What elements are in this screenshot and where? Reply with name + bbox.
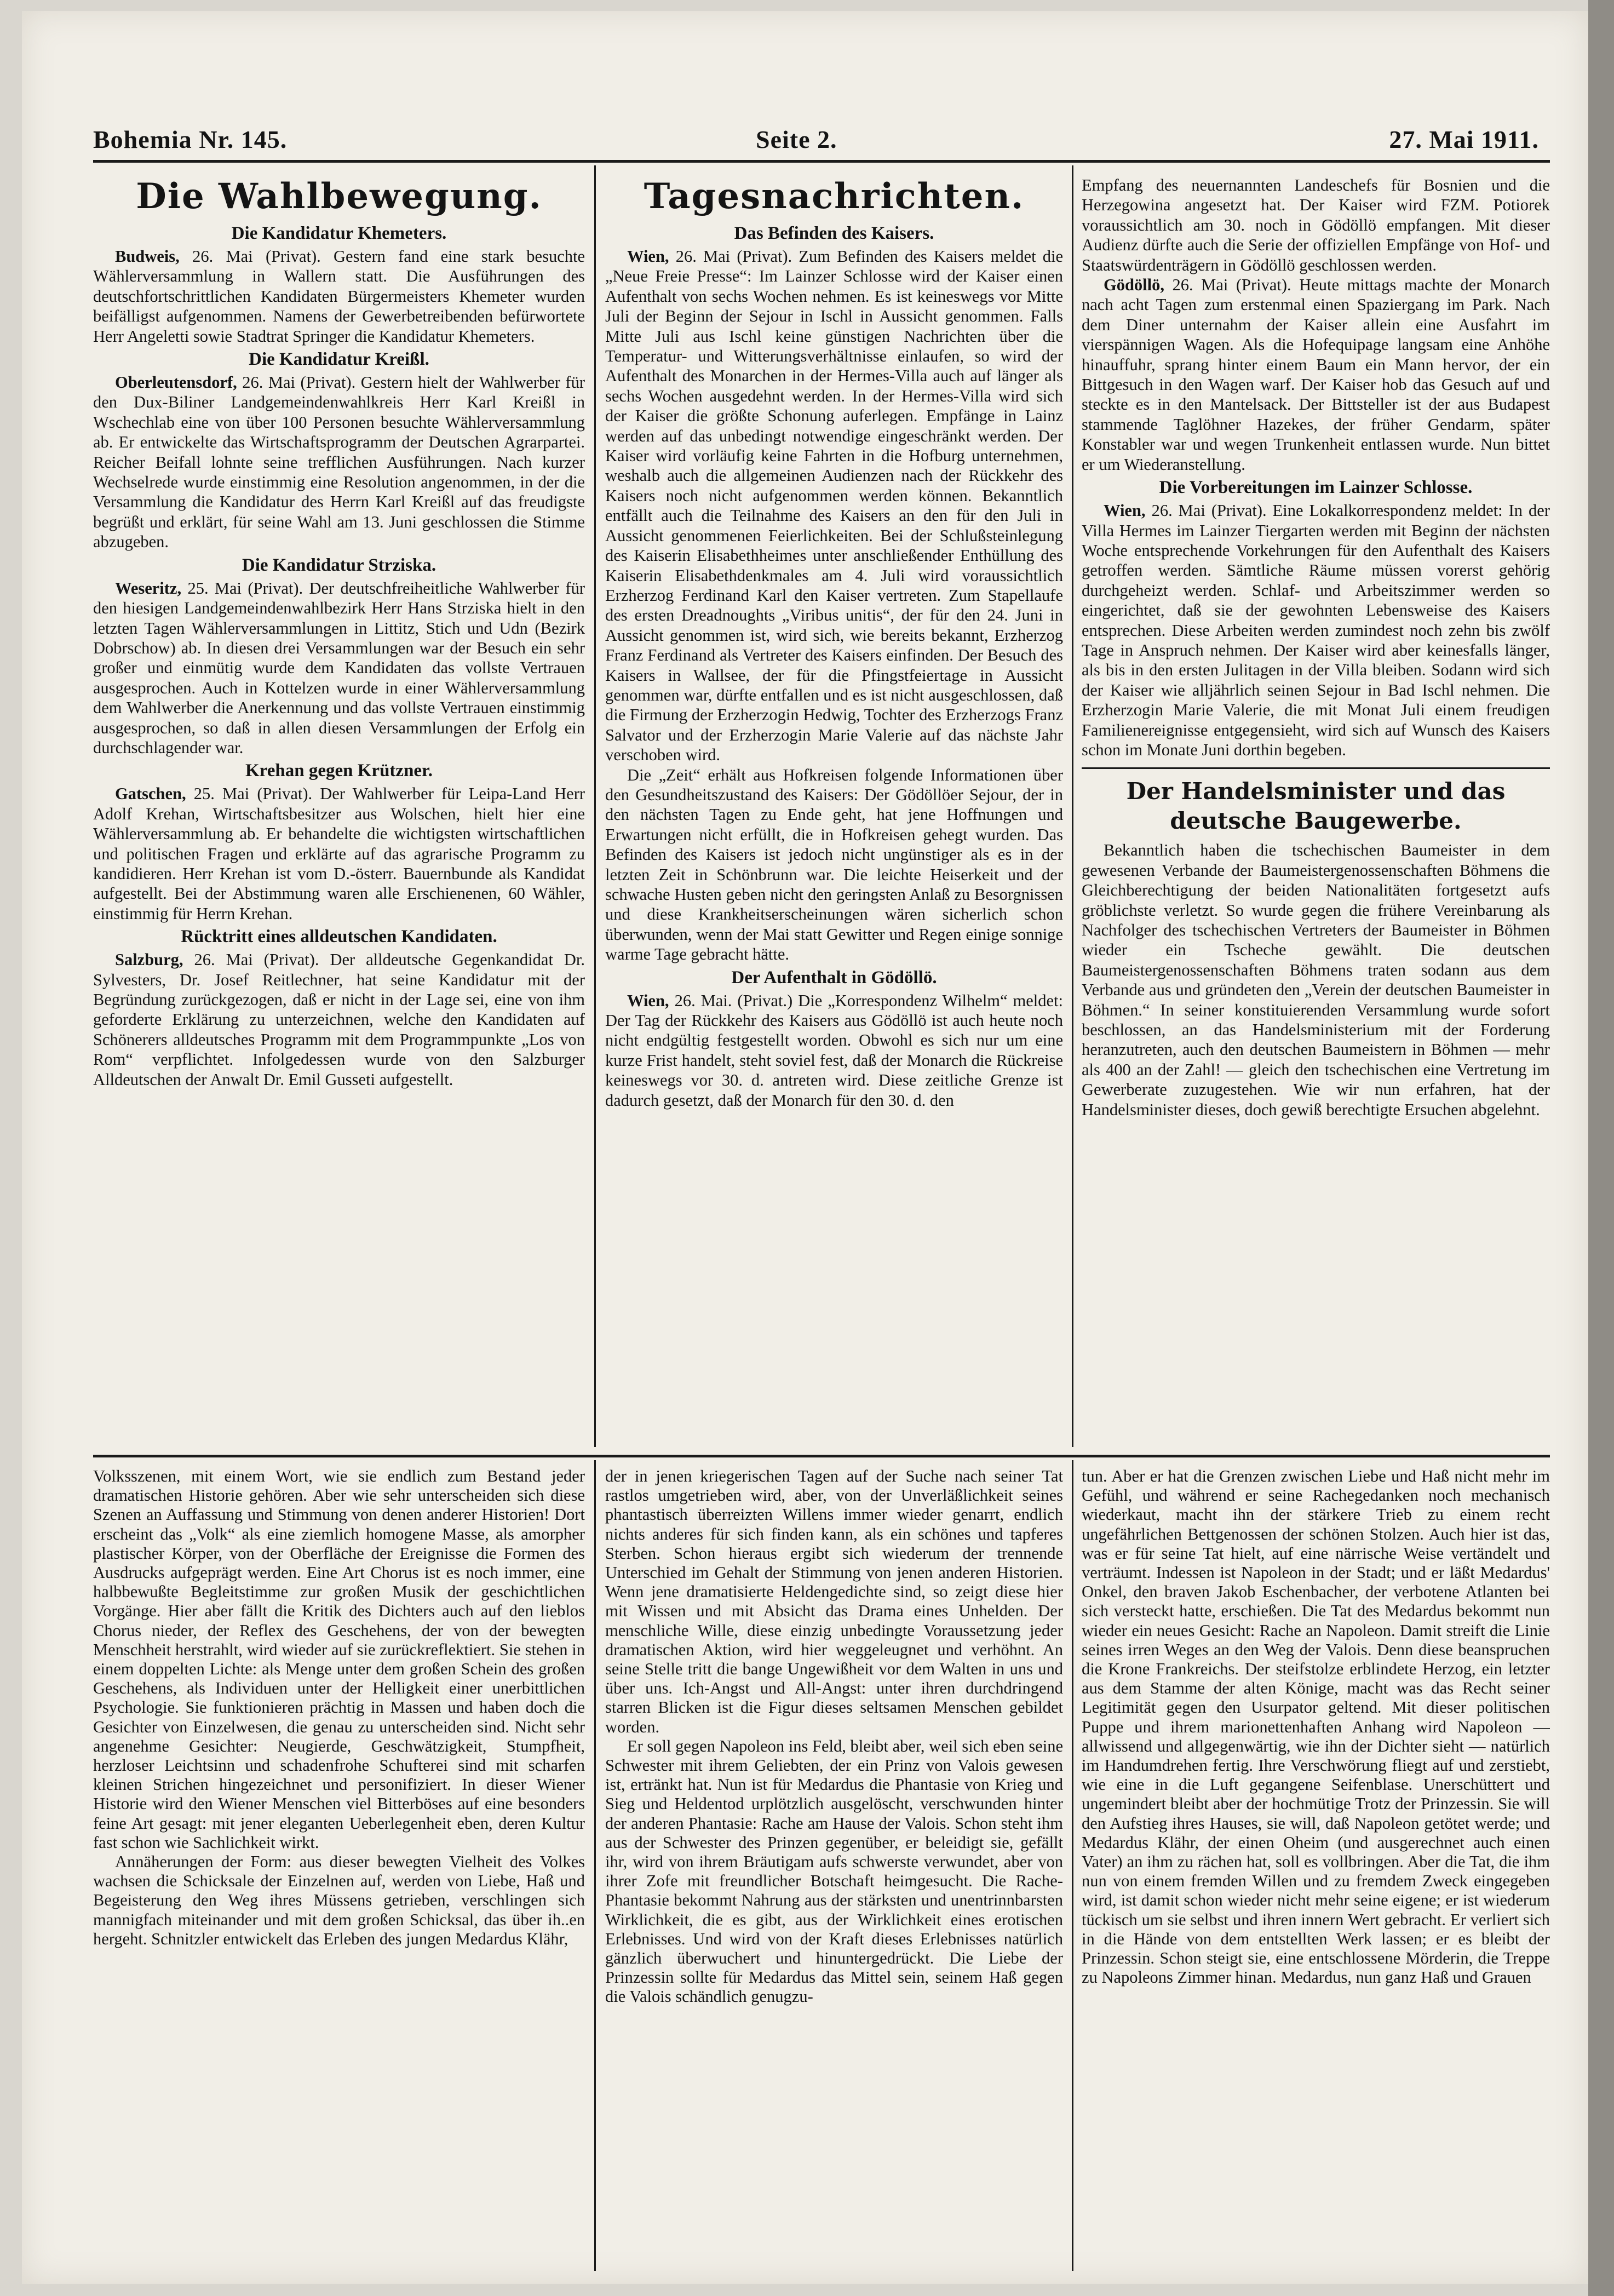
column-tagesnachrichten (605, 175, 1063, 1446)
dateline: Wien, (627, 991, 669, 1010)
article-body: Gödöllö, 26. Mai (Privat). Heute mittags machte der Monarch nach acht Tagen zum erstenmal einen Spaziergang im Park. Nach dem Diner unternahm der Kaiser allein eine Ausfahrt im vierspännigen Wagen. Als die Hofequipage langsam eine Anhöhe hinauffuhr, sprang hinter einem Baum ein Mann hervor, der ein Bittgesuch in den Wagen warf. Der Kaiser hob das Gesuch auf und steckte es in den Mantelsack. Der Bittsteller ist der aus Budapest stammende Taglöhner Hazekes, der früher Gendarm, später Konstabler war und wegen Trunkenheit entlassen wurde. Nun bittet er um Wiederanstellung. (1082, 275, 1550, 474)
column-wahlbewegung (93, 175, 585, 1446)
article-continuation: Empfang des neuernannten Landeschefs für Bosnien und die Herzegowina angesetzt hat. Der Kaiser wird FZM. Potiorek voraussichtlich am 30. noch in Gödöllö empfangen. Mit dieser Audienz dürfte auch die Serie der offiziellen Empfänge von Hof- und Staatswürdenträgern in Gödöllö geschlossen werden. (1082, 176, 1550, 274)
article-body: Salzburg, 26. Mai (Privat). Der alldeutsche Gegenkandidat Dr. Sylvesters, Dr. Josef Reitlechner, hat seine Kandidatur mit der Begründung zurückgezogen, daß er nicht in der Lage sei, eine von ihm geforderte Erklärung zu unterzeichnen, welche den Kandidaten auf Schönerers alldeutsches Programm mit dem Programmpunkte „Los von Rom“ verpflichtet. Infolgedessen wurde von den Salzburger Alldeutschen der Anwalt Dr. Emil Gusseti aufgestellt. (93, 950, 585, 1089)
feuilleton-paragraph: Annäherungen der Form: aus dieser bewegten Vielheit des Volkes wachsen die Schicksale der Einzelnen auf, werden von Liebe, Haß und Begeisterung den Weg ihres Müssens getrieben, verschlingen sich mannigfach miteinander und mit dem großen Schicksal, das über ih..en hergeht. Schnitzler entwickelt das Erleben des jungen Medardus Klähr, (93, 1852, 585, 1948)
article-body: Wien, 26. Mai (Privat). Zum Befinden des Kaisers meldet die „Neue Freie Presse“: Im Lainzer Schlosse wird der Kaiser einen Aufenthalt von sechs Wochen nehmen. Es ist keineswegs vor Mitte Juli der Beginn der Sejour in Ischl in Aussicht genommen. Falls Mitte Juli aus Ischl keine günstigen Nachrichten über die Temperatur- und Witterungsverhältnisse einlaufen, so wird der Aufenthalt des Monarchen in der Hermes-Villa auch auf länger als sechs Wochen ausgedehnt werden. In der Hermes-Villa wird sich der Kaiser die größte Schonung auferlegen. Empfänge in Lainz werden auf das unbedingt notwendige eingeschränkt werden. Der Kaiser wird vorläufig keine Fahrten in die Hofburg unternehmen, weshalb auch die allgemeinen Audienzen nach der Rückkehr des Kaisers noch nicht aufgenommen werden können. Bekanntlich entfällt auch die Teilnahme des Kaisers an den für den Juli in Aussicht genommenen Feierlichkeiten. Bei der Schlußsteinlegung des Kaiserin Elisabethheimes unter anschließender Enthüllung des Kaiserin Elisabethdenkmales am 4. Juli wird voraussichtlich Erzherzog Ferdinand Karl den Kaiser vertreten. Zum Stapellaufe des ersten Dreadnoughts „Viribus unitis“, der für den 24. Juni in Aussicht genommen ist, wird sich, wie bereits bekannt, Erzherzog Franz Ferdinand als Vertreter des Kaisers einfinden. Der Besuch des Kaisers in Wallsee, der für die Pfingstfeiertage in Aussicht genommen war, dürfte entfallen und es ist nicht ausgeschlossen, daß die Firmung der Erzherzogin Hedwig, Tochter des Erzherzogs Franz Salvator und der Erzherzogin Marie Valerie auf das nächste Jahr verschoben wird. (605, 247, 1063, 765)
article-heading: Die Kandidatur Khemeters. (231, 223, 447, 243)
article-body: Oberleutensdorf, 26. Mai (Privat). Gestern hielt der Wahlwerber für den Dux-Biliner Landgemeindenwahlkreis Herr Karl Kreißl in Wschechlab eine von über 100 Personen besuchte Wählerversammlung ab. Er entwickelte das Wirtschaftsprogramm der Deutschen Agrarpartei. Reicher Beifall lohnte seine trefflichen Ausführungen. Nach kurzer Wechselrede wurde einstimmig eine Resolution angenommen, in der die Versammlung die Kandidatur des Herrn Karl Kreißl auf das freudigste begrüßt und erklärt, für seine Wahl am 13. Juni geschlossen die Stimme abzugeben. (93, 373, 585, 552)
article-heading: Krehan gegen Krützner. (245, 761, 433, 781)
header-issue: Bohemia Nr. 145. (93, 125, 288, 153)
column-tagesnachrichten-continued (1082, 175, 1550, 1446)
dateline: Gödöllö, (1104, 275, 1165, 295)
dateline: Salzburg, (115, 950, 183, 969)
article-heading: Der Aufenthalt in Gödöllö. (731, 967, 937, 988)
article-rule (1082, 767, 1550, 769)
dateline: Budweis, (115, 247, 180, 266)
article-body: Bekanntlich haben die tschechischen Baumeister in dem gewesenen Verbande der Baumeistergenossenschaften Böhmens die Gleichberechtigung der beiden Nationalitäten fortgesetzt aufs gröblichste verletzt. So wurde gegen die frühere Vereinbarung als Nachfolger des tschechischen Vertreters der Baumeister in Böhmen wieder ein Tscheche gewählt. Die deutschen Baumeistergenossenschaften Böhmens traten sodann aus dem Verbande aus und gründeten den „Verein der deutschen Baumeister in Böhmen.“ In seiner konstituierenden Versammlung wurde sofort beschlossen, an das Handelsministerium mit der Forderung heranzutreten, auch den deutschen Baumeistern in Böhmen — mehr als 400 an der Zahl! — gleich den tschechischen eine Vertretung im Gewerberate zuzugestehen. Wie wir nun erfahren, hat der Handelsminister dieses, doch gewiß berechtigte Ersuchen abgelehnt. (1082, 841, 1550, 1119)
article-heading: Das Befinden des Kaisers. (734, 223, 934, 243)
article-body: Weseritz, 25. Mai (Privat). Der deutschfreiheitliche Wahlwerber für den hiesigen Landgemeindenwahlbezirk Herr Hans Strziska hielt in den letzten Tagen Wählerversammlungen in Littitz, Stich und Udn (Bezirk Dobrschow) ab. In diesen drei Versammlungen war der Besuch ein sehr großer und einmütig wurde dem Kandidaten das vollste Vertrauen ausgesprochen. Auch in Kottelzen wurde in einer Wählerversammlung dem Wahlwerber die Anerkennung und das vollste Vertrauen einstimmig ausgesprochen, so daß in allen diesen Versammlungen der Erfolg ein durchschlagender war. (93, 578, 585, 757)
header-date: 27. Mai 1911. (1389, 125, 1539, 153)
dateline: Oberleutensdorf, (115, 373, 237, 392)
feuilleton-column-2 (605, 1467, 1063, 2272)
article-body: Wien, 26. Mai (Privat). Eine Lokalkorrespondenz meldet: In der Villa Hermes im Lainzer Tiergarten werden mit Beginn der nächsten Woche entsprechende Vorkehrungen für den Aufenthalt des Kaisers getroffen werden. Sämtliche Räume müssen vorerst gehörig durchgeheizt werden. Schlaf- und Arbeitszimmer werden so eingerichtet, daß sie der gewohnten Lebensweise des Kaisers entsprechen. Diese Arbeiten werden zumindest noch zehn bis zwölf Tage in Anspruch nehmen. Der Kaiser wird aber keinesfalls länger, als bis in den ersten Julitagen in der Villa bleiben. Sodann wird sich der Kaiser wie alljährlich seinen Sejour in Bad Ischl nehmen. Die Erzherzogin Marie Valerie, die mit Monat Juli einem freudigen Familienereignisse entgegensieht, wird sich auf Wunsch des Kaisers schon im Monate Juni dorthin begeben. (1082, 501, 1550, 759)
dateline: Weseritz, (115, 578, 182, 598)
column-rule (594, 165, 596, 1447)
article-heading: Die Vorbereitungen im Lainzer Schlosse. (1159, 478, 1473, 498)
header-page-number: Seite 2. (756, 125, 837, 153)
section-title: Tagesnachrichten. (644, 176, 1025, 217)
feuilleton-column-3 (1082, 1467, 1550, 2272)
column-rule (1072, 1460, 1073, 2271)
dateline: Wien, (1104, 501, 1146, 520)
feuilleton-paragraph: der in jenen kriegerischen Tagen auf der Suche nach seiner Tat rastlos umgetrieben wird, aber, von der Unverläßlichkeit seines phantastisch überreizten Willens immer wieder genarrt, endlich nichts anderes für sich finden kann, als ein schönes und tapferes Sterben. Schon hieraus ergibt sich wiederum der trennende Unterschied im Gehalt der Stimmung von jenen anderen Historien. Wenn jene dramatisierte Heldengedichte sind, so zeigt diese hier mit Wissen und mit Absicht das Drama eines Unhelden. Der menschliche Wille, diese einzig unbedingte Voraussetzung jeder dramatischen Aktion, wird hier weggeleugnet und verhöhnt. An seine Stelle tritt die bange Ungewißheit vor dem Walten in uns und über uns. Ich-Angst und All-Angst: unter ihren durchdringend starren Blicken ist die Figur dieses seltsamen Menschen gebildet worden. (605, 1467, 1063, 1736)
newspaper-page (22, 11, 1588, 2284)
feuilleton-paragraph: tun. Aber er hat die Grenzen zwischen Liebe und Haß nicht mehr im Gefühl, und während er seine Rachegedanken noch mechanisch wiederkaut, macht ihn der stärkere Trieb zu einem recht ungefährlichen Bettgenossen der schönen Stolzen. Auch hier ist das, was er für seine Tat hielt, auf eine närrische Weise vertändelt und verträumt. Indessen ist Napoleon in der Stadt; und er läßt Medardus' Onkel, den braven Jakob Eschenbacher, der verbotene Atlanten bei sich versteckt hatte, erschießen. Die Tat des Medardus bekommt nun wieder ein neues Gesicht: Rache an Napoleon. Damit streift die Linie seines irren Weges an den Weg der Valois. Denn diese beanspruchen die Krone Frankreichs. Der steifstolze erblindete Herzog, ein letzter aus dem Stamme der alten Könige, macht was das Recht seiner Legitimität gegen den Usurpator geltend. Mit dieser politischen Puppe und ihrem marionettenhaften Anhang wird Napoleon — allwissend und allgegenwärtig, wie ihn der Dichter sieht — natürlich im Handumdrehen fertig. Ihre Verschwörung fliegt auf und zerstiebt, wie eine in die Luft gegangene Seifenblase. Unerschüttert und ungemindert bleibt aber der hochmütige Trotz der Prinzessin. Sie will den Aufstieg ihres Hauses, sie will, daß Napoleon getötet werde; und Medardus Klähr, der einen Oheim (und ausgerechnet auch einen Vater) an ihm zu rächen hat, soll es vollbringen. Aber die Tat, die ihm nun von einem fremden Willen und zu fremdem Zweck eingegeben wird, ist damit schon wieder nicht mehr seine eigene; er ist wiederum tückisch um sie selbst und ihren innern Wert gebracht. Er verliert sich in die Hände von dem entstellten Werk lassen; er es bleibt der Prinzessin. Schon steigt sie, eine entschlossene Mörderin, die Treppe zu Napoleons Zimmer hinan. Medardus, nun ganz Haß und Grauen (1082, 1467, 1550, 1987)
column-rule (1072, 165, 1073, 1447)
dateline: Gatschen, (115, 784, 186, 803)
feuilleton-paragraph: Er soll gegen Napoleon ins Feld, bleibt aber, weil sich eben seine Schwester mit ihrem Geliebten, der ein Prinz von Valois gewesen ist, ertränkt hat. Nun ist für Medardus die Phantasie von Krieg und Sieg und Heldentod urplötzlich ausgelöscht, verschwunden hinter der anderen Phantasie: Rache am Hause der Valois. Schon steht ihm aus der Schwester des Prinzen gegenüber, er beleidigt sie, gefällt ihr, wird von ihrem Bräutigam aufs schwerste verwundet, aber von ihrer Zofe mit freundlicher Botschaft heimgesucht. Die Rache-Phantasie bekommt Nahrung aus der stärksten und unentrinnbarsten Wirklichkeit, die es gibt, aus der Wirklichkeit eines erotischen Erlebnisses. Und wird von der Kraft dieses Erlebnisses natürlich gänzlich überwuchert und hinuntergedrückt. Die Liebe der Prinzessin sollte für Medardus das Mittel sein, seinem Haß gegen die Valois schändlich genugzu- (605, 1736, 1063, 2006)
article-heading: Rücktritt eines alldeutschen Kandidaten. (181, 927, 497, 947)
article-body: Budweis, 26. Mai (Privat). Gestern fand eine stark besuchte Wählerversammlung in Wallern statt. Die Ausführungen des deutschfortschrittlichen Kandidaten Bürgermeisters Khemeter wurden beifälligst aufgenommen. Namens der Gewerbetreibenden befürwortete Herr Angeletti sowie Stadtrat Springer die Kandidatur Khemeters. (93, 247, 585, 346)
scan-edge (1588, 0, 1614, 2296)
section-title: Die Wahlbewegung. (136, 176, 542, 217)
article-heading: Die Kandidatur Strziska. (242, 555, 436, 575)
article-body: Gatschen, 25. Mai (Privat). Der Wahlwerber für Leipa-Land Herr Adolf Krehan, Wirtschaftsbesitzer aus Wolschen, hielt hier eine Wählerversammlung ab. Er behandelte die wichtigsten wirtschaftlichen und politischen Fragen und erklärte auf das agrarische Programm zu kandidieren. Herr Krehan ist vom D.-österr. Bauernbunde als Kandidat aufgestellt. Bei der Abstimmung waren alle Erschienenen, 60 Wähler, einstimmig für Herrn Krehan. (93, 784, 585, 923)
article-body: Wien, 26. Mai. (Privat.) Die „Korrespondenz Wilhelm“ meldet: Der Tag der Rückkehr des Kaisers aus Gödöllö ist auch heute noch nicht endgültig festgestellt worden. Obwohl es sich nur um eine kurze Frist handelt, steht soviel fest, daß der Monarch die Rückreise keineswegs vor 30. d. antreten wird. Diese zeitliche Grenze ist dadurch gesetzt, daß der Monarch für den 30. d. den (605, 991, 1063, 1110)
header-rule (93, 160, 1550, 163)
article-body: Die „Zeit“ erhält aus Hofkreisen folgende Informationen über den Gesundheitszustand des Kaisers: Der Gödöllöer Sejour, der in den nächsten Tagen zu Ende geht, hat jene Hoffnungen und Erwartungen nicht erfüllt, die in Hofkreisen gehegt wurden. Das Befinden des Kaisers ist jedoch nicht ungünstiger als es in der letzten Zeit in Schönbrunn war. Die leichte Heiserkeit und der schwache Husten geben nicht den geringsten Anlaß zu Besorgnissen und diese Krankheitserscheinungen wären sicherlich schon überwunden, wenn der Mai statt Gewitter und Regen einige sonnige warme Tage gebracht hätte. (605, 765, 1063, 964)
article-title: Der Handelsminister und das deutsche Baugewerbe. (1126, 778, 1506, 835)
feuilleton-rule (93, 1455, 1550, 1457)
feuilleton-paragraph: Volksszenen, mit einem Wort, wie sie endlich zum Bestand jeder dramatischen Historie gehören. Aber wie sehr unterscheiden sich diese Szenen an Auffassung und Stimmung von denen anderer Historien! Dort erscheint das „Volk“ als eine ziemlich homogene Masse, als amorpher plastischer Körper, von der Oberfläche der Ereignisse die Formen des Ausdrucks aufgeprägt werden. Eine Art Chorus ist es noch immer, eine halbbewußte Begleitstimme zur großen Musik der geschichtlichen Vorgänge. Hier aber fällt die Kritik des Dichters auch auf den lieblos Chorus nieder, der Reflex des Geschehens, der von der bewegten Menschheit herstrahlt, wird wieder auf sie zurückreflektiert. Sie stehen in einem doppelten Lichte: als Menge unter dem großen Schein des großen Geschehens, als Individuen unter der Helligkeit einer unerbittlichen Psychologie. Sie funktionieren prächtig in Massen und haben doch die Gesichter von Einzelwesen, die genau zu unterscheiden sind. Nicht sehr angenehme Gesichter: Neugierde, Geschwätzigkeit, Stumpfheit, herzloser Leichtsinn und schadenfrohe Schufterei sind mit scharfen kleinen Strichen hingezeichnet und personifiziert. In dieser Wiener Historie wird den Wiener Menschen viel Bitterböses auf eine besonders feine Art gesagt: mit jener eleganten Ueberlegenheit eben, deren Kultur fast schon wie Sachlichkeit wirkt. (93, 1467, 585, 1852)
dateline: Wien, (627, 247, 669, 266)
article-heading: Die Kandidatur Kreißl. (249, 349, 429, 370)
column-rule (594, 1460, 596, 2271)
feuilleton-column-1 (93, 1467, 585, 2272)
